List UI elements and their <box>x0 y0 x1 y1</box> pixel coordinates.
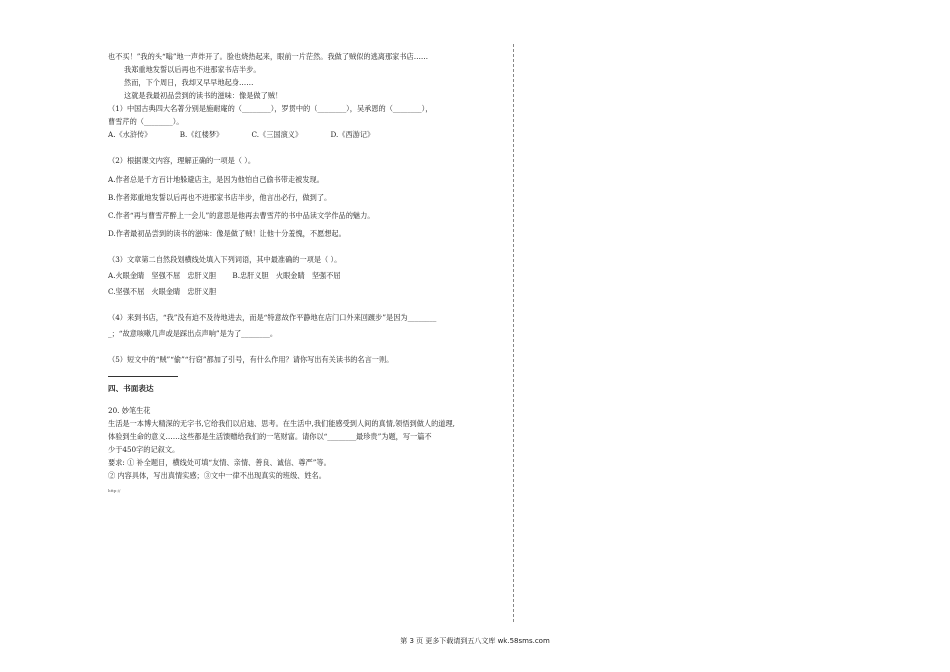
question-4-line: _；“故意咳嗽几声或是踩出点声响”是为了________。 <box>108 329 278 338</box>
question-3-options <box>108 269 504 282</box>
question-2-option: B.作者郑重地发誓以后再也不进那家书店半步，他言出必行，做到了。 <box>108 193 332 202</box>
passage-line: 然而，下个周日，我却又早早地起身…… <box>124 78 254 87</box>
option-a: A.火眼金睛 坚强不屈 忠肝义胆 <box>108 271 217 280</box>
section-heading: 四、书面表达 <box>108 384 154 393</box>
question-2-option: A.作者总是千方百计地躲避店主，是因为他怕自己偷书带走被发现。 <box>108 175 324 184</box>
question-3-stem: （3）文章第二自然段划横线处填入下列词语，其中最准确的一项是（ ）。 <box>108 255 342 264</box>
question-1-line: 曹雪芹的（________）。 <box>108 117 184 126</box>
option-b: B.《红楼梦》 <box>179 130 224 139</box>
question-4-line: （4）来到书店，“我”没有迫不及待地进去，而是“特意故作平静地在店门口外来回踱步”是因为________ <box>108 313 437 322</box>
option-d: D.《西游记》 <box>330 130 375 139</box>
question-1-line: （1）中国古典四大名著分别是施耐庵的（________），罗贯中的（________），吴承恩的（________）， <box>108 104 433 113</box>
question-5-line: （5）短文中的“贼”“偷”“行窃”都加了引号，有什么作用？请你写出有关读书的名言一则。 <box>108 355 394 364</box>
question-1-options <box>108 128 504 141</box>
question-2-option: C.作者“再与曹雪芹醉上一会儿”的意思是他再去曹雪芹的书中品读文学作品的魅力。 <box>108 211 375 220</box>
page-footer: 第 3 页 更多下载请到五八文库 wk.58sms.com <box>400 637 550 645</box>
option-c: C.坚强不屈 火眼金睛 忠肝义胆 <box>108 287 217 296</box>
essay-requirement: 要求: ① 补全题目，横线处可填“友情、亲情、善良、诚信、尊严”等。 <box>108 458 331 467</box>
option-a: A.《水浒传》 <box>108 130 152 139</box>
question-2-option: D.作者最初品尝到的读书的滋味：像是做了贼！让他十分羞愧，不愿想起。 <box>108 229 346 238</box>
column-divider <box>513 44 514 622</box>
answer-line <box>108 370 178 377</box>
essay-line: 生活是一本博大精深的无字书,它给我们以启迪、思考。在生活中,我们能感受到人间的真情,领悟到做人的道理, <box>108 419 455 428</box>
left-column <box>108 50 504 494</box>
passage-line: 我郑重地发誓以后再也不进那家书店半步。 <box>124 65 261 74</box>
essay-requirement: ② 内容具体，写出真情实感；③文中一律不出现真实的班级、姓名。 <box>108 471 326 480</box>
option-c: C.《三国演义》 <box>251 130 303 139</box>
question-2-stem: （2）根据课文内容，理解正确的一项是（ ）。 <box>108 156 256 165</box>
option-b: B.忠肝义胆 火眼金睛 坚强不屈 <box>232 271 341 280</box>
essay-line: 体验到生命的意义……这些都是生活馈赠给我们的一笔财富。请你以“________最珍贵”为题，写一篇不 <box>108 432 432 441</box>
passage-line: 也不买！”我的头“嗡”地一声炸开了。脸也烧热起来，眼前一片茫然。我做了贼似的逃离那家书店…… <box>108 52 429 61</box>
passage-line: 这就是我最初品尝到的读书的滋味：像是做了贼！ <box>124 91 283 100</box>
essay-line: 少于450字的记叙文。 <box>108 445 180 454</box>
essay-title: 20. 妙笔生花 <box>108 406 151 415</box>
tiny-link-text: http:// <box>108 488 121 493</box>
